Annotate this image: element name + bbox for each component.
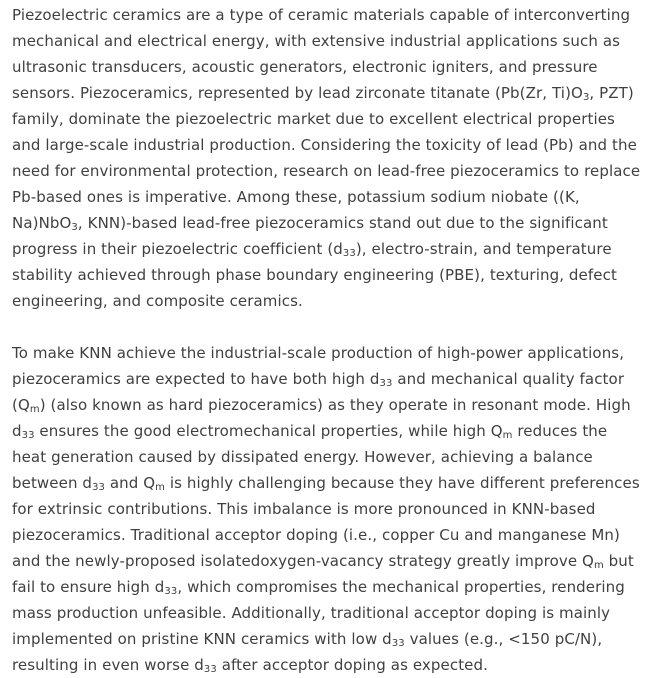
text-run: ensures the good electromechanical properties, while high Q — [34, 422, 503, 440]
text-run: values (e.g., <150 pC/N), resulting in even worse d — [12, 630, 603, 674]
text-run: is highly challenging because they have different preferences for extrinsic contributions. This imbalance is more pronounced in KNN-based piezoceramics. Traditional acceptor doping (i.e., copper Cu and manganese Mn) and the newly-proposed isolatedoxygen-vacancy strategy greatly improve Q — [12, 474, 640, 570]
subscript-text: 33 — [379, 378, 393, 389]
subscript-text: 33 — [164, 586, 178, 597]
subscript-text: 33 — [92, 482, 105, 493]
paragraph-knn-production — [12, 340, 645, 678]
paragraph-intro — [12, 0, 645, 314]
text-run: but fail to ensure high d — [12, 552, 634, 596]
text-run: , which compromises the mechanical properties, rendering mass production unfeasible. Additionally, traditional acceptor doping is mainly implemented on pristine KNN ceramics with low d — [12, 578, 625, 648]
subscript-text: 33 — [203, 664, 217, 675]
text-run: and mechanical quality factor (Q — [12, 370, 625, 414]
text-run: Piezoelectric ceramics are a type of ceramic materials capable of interconverting mechanical and electrical energy, with extensive industrial applications such as ultrasonic transducers, acoustic generators, electronic igniters, and pressure sensors. Piezoceramics, represented by lead zirconate titanate (Pb(Zr, Ti)O — [12, 6, 631, 102]
text-run: , PZT) family, dominate the piezoelectric market due to excellent electrical properties and large-scale industrial production. Considering the toxicity of lead (Pb) and the need for environmental protection, research on lead-free piezoceramics to replace Pb-based ones is imperative. Among these, potassium sodium niobate ((K, Na)NbO — [12, 84, 641, 232]
subscript-text: 33 — [342, 248, 356, 259]
text-run: after acceptor doping as expected. — [216, 656, 488, 674]
text-run: reduces the heat generation caused by dissipated energy. However, achieving a balance between d — [12, 422, 608, 492]
text-run: and Q — [105, 474, 156, 492]
subscript-text: 33 — [391, 638, 405, 649]
text-run: ), electro-strain, and temperature stability achieved through phase boundary engineering (PBE), texturing, defect engineering, and composite ceramics. — [12, 240, 617, 310]
subscript-text: 3 — [71, 222, 78, 233]
subscript-text: m — [29, 404, 40, 415]
subscript-text: 3 — [582, 92, 590, 103]
subscript-text: m — [502, 430, 513, 441]
text-run: , KNN)-based lead-free piezoceramics stand out due to the significant progress in their piezoelectric coefficient (d — [12, 214, 608, 258]
subscript-text: m — [155, 482, 166, 493]
text-run: To make KNN achieve the industrial-scale production of high-power applications, piezoceramics are expected to have both high d — [12, 344, 625, 388]
subscript-text: m — [593, 560, 604, 571]
subscript-text: 33 — [21, 430, 35, 441]
text-run: ) (also known as hard piezoceramics) as they operate in resonant mode. High d — [12, 396, 631, 440]
